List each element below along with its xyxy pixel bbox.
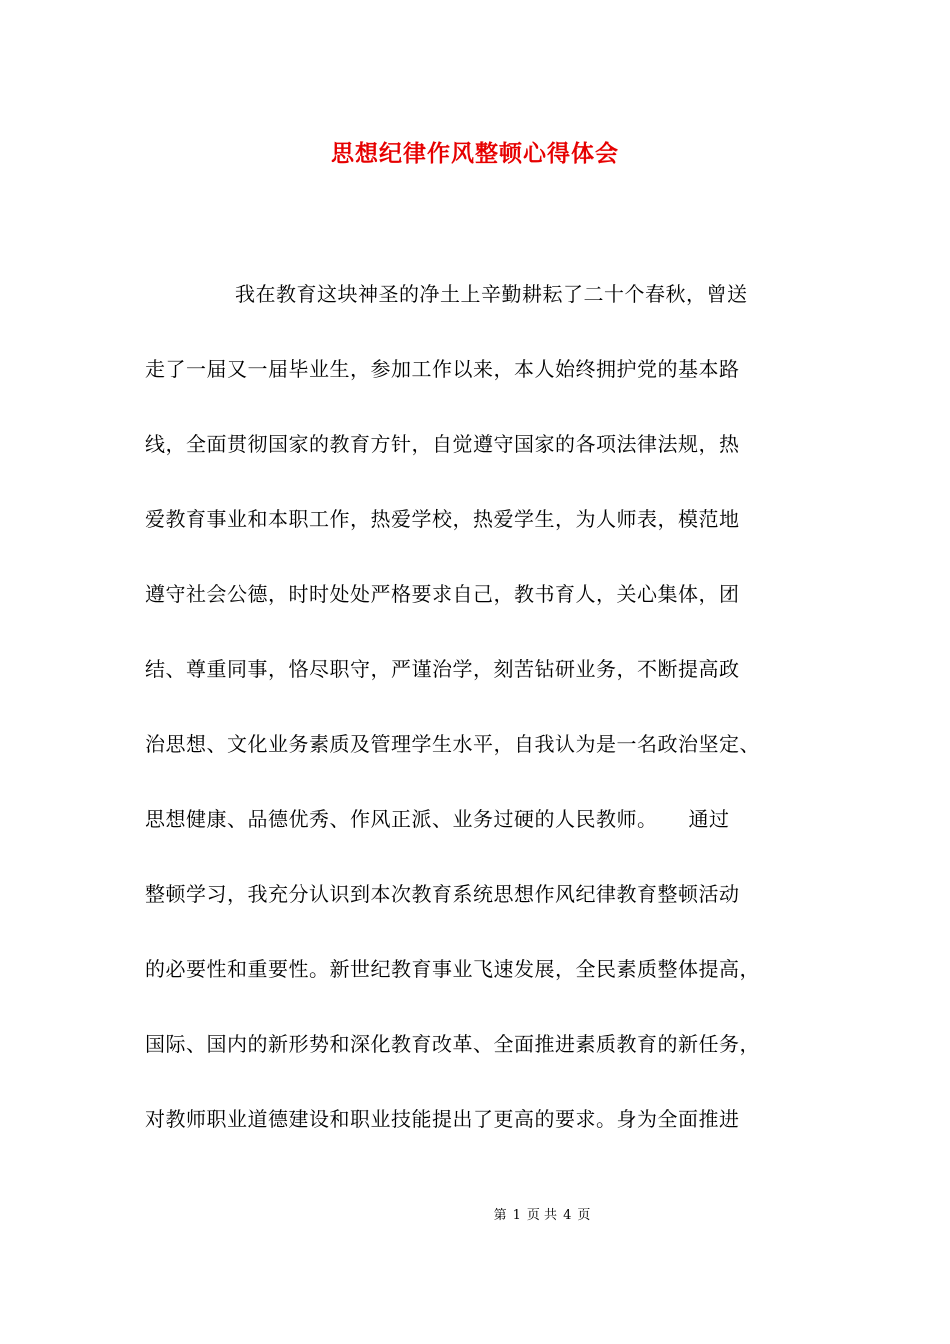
body-line: 治思想、文化业务素质及管理学生水平，自我认为是一名政治坚定、	[145, 732, 760, 756]
body-line: 遵守社会公德，时时处处严格要求自己，教书育人，关心集体，团	[145, 582, 740, 606]
body-line: 线，全面贯彻国家的教育方针，自觉遵守国家的各项法律法规，热	[145, 432, 740, 456]
body-line: 国际、国内的新形势和深化教育改革、全面推进素质教育的新任务，	[145, 1032, 760, 1056]
document-title: 思想纪律作风整顿心得体会	[331, 140, 619, 167]
body-line: 思想健康、品德优秀、作风正派、业务过硬的人民教师。 通过	[145, 807, 730, 831]
footer-mid: 页 共	[526, 1208, 558, 1223]
body-line: 的必要性和重要性。新世纪教育事业飞速发展，全民素质整体提高，	[145, 957, 760, 981]
footer-suffix: 页	[577, 1208, 591, 1223]
body-line: 整顿学习，我充分认识到本次教育系统思想作风纪律教育整顿活动	[145, 882, 740, 906]
document-body	[145, 277, 827, 1177]
body-line: 结、尊重同事，恪尽职守，严谨治学，刻苦钻研业务，不断提高政	[145, 657, 740, 681]
body-line: 对教师职业道德建设和职业技能提出了更高的要求。身为全面推进	[145, 1107, 740, 1131]
page-footer	[0, 1206, 950, 1226]
footer-prefix: 第	[493, 1208, 507, 1223]
footer-total-pages: 4	[563, 1208, 572, 1223]
body-line: 走了一届又一届毕业生，参加工作以来，本人始终拥护党的基本路	[145, 357, 740, 381]
body-line: 爱教育事业和本职工作，热爱学校，热爱学生，为人师表，模范地	[145, 507, 740, 531]
body-line: 我在教育这块神圣的净土上辛勤耕耘了二十个春秋，曾送	[235, 282, 748, 306]
footer-current-page: 1	[512, 1208, 521, 1223]
